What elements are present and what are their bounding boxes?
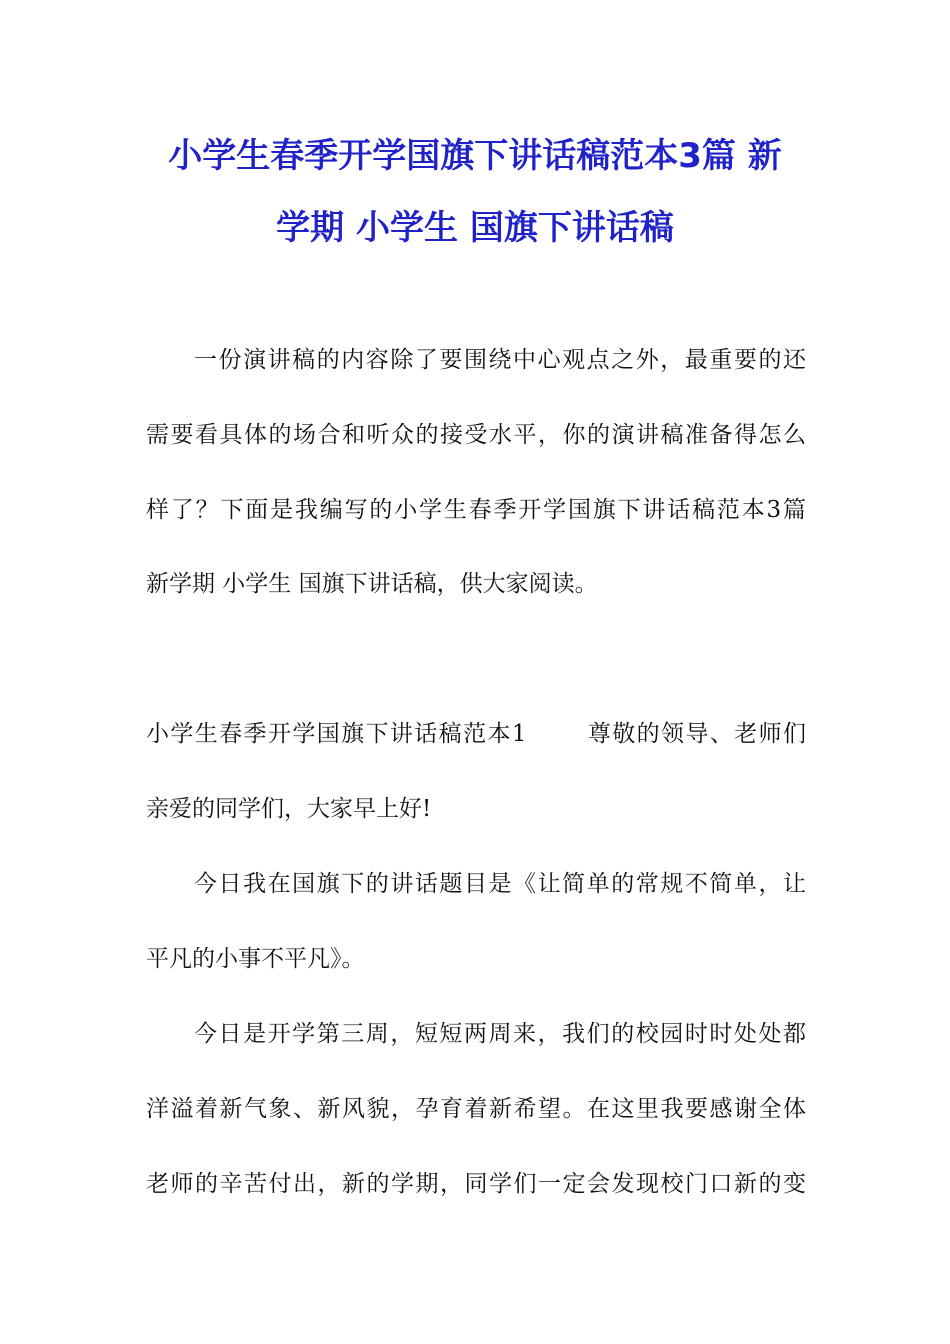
para-3-line-2: 洋溢着新气象、新风貌，孕育着新希望。在这里我要感谢全体 [146,1096,806,1122]
intro-line-3: 样了？下面是我编写的小学生春季开学国旗下讲话稿范本3篇 [146,497,806,523]
section-1-heading-line [146,718,806,750]
document-title-line-1: 小学生春季开学国旗下讲话稿范本3篇 新 [168,136,782,176]
intro-line-2: 需要看具体的场合和听众的接受水平，你的演讲稿准备得怎么 [146,422,806,448]
section-1-heading: 小学生春季开学国旗下讲话稿范本1 [146,721,527,747]
section-1-greeting-b: 亲爱的同学们，大家早上好! [146,796,432,822]
section-1-greeting-a: 尊敬的领导、老师们 [586,721,806,747]
intro-line-1: 一份演讲稿的内容除了要围绕中心观点之外，最重要的还 [194,347,806,373]
para-2-line-2: 平凡的小事不平凡》。 [146,946,365,972]
para-3-line-1: 今日是开学第三周，短短两周来，我们的校园时时处处都 [194,1021,806,1047]
para-3-line-3: 老师的辛苦付出，新的学期，同学们一定会发现校门口新的变 [146,1171,806,1197]
para-2-line-1: 今日我在国旗下的讲话题目是《让简单的常规不简单，让 [194,871,806,897]
document-title-line-2: 学期 小学生 国旗下讲话稿 [276,208,674,248]
intro-line-4: 新学期 小学生 国旗下讲话稿，供大家阅读。 [146,571,598,597]
